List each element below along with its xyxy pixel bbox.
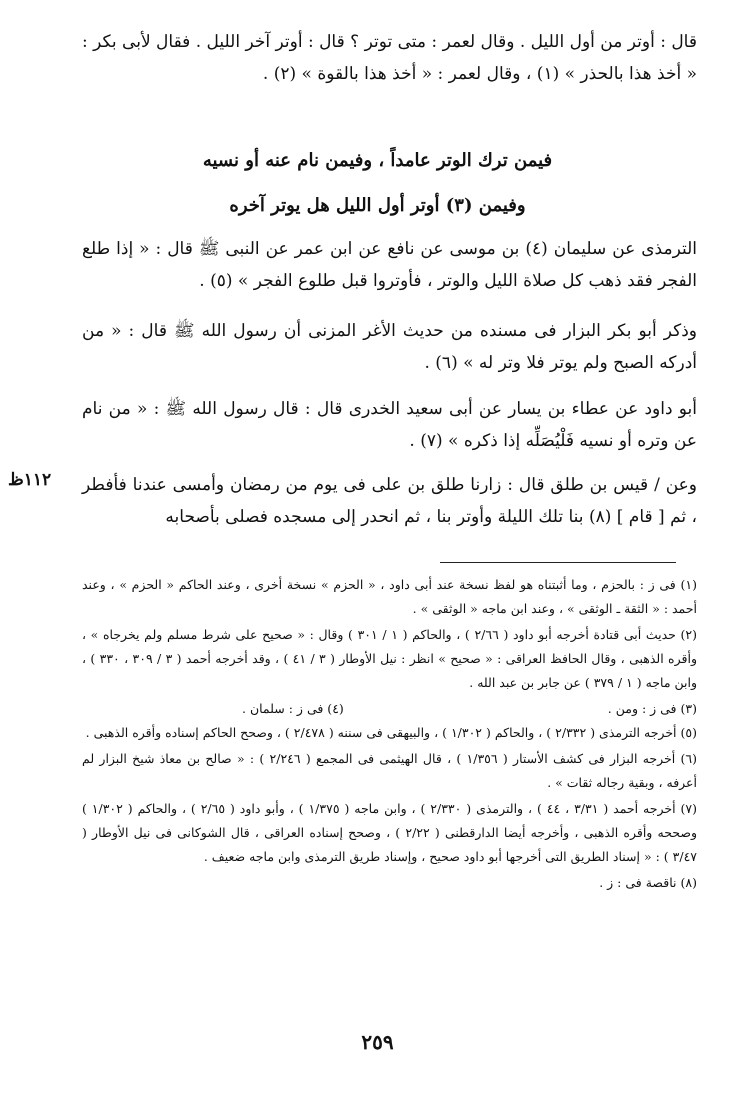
footnote-3: (٣) فى ز : ومن . — [607, 701, 697, 716]
footnote-divider — [440, 562, 676, 563]
footnotes — [82, 573, 697, 897]
section-heading-line-2: وفيمن (٣) أوتر أول الليل هل يوتر آخره — [229, 195, 526, 216]
footnote-7: (٧) أخرجه أحمد ( ٣/٣١ ، ٤٤ ) ، والترمذى ( ٢/٣٣٠ ) ، وابن ماجه ( ١/٣٧٥ ) ، وأبو داود ( ٢/٦٥ ) ، والحاكم ( ١/٣٠٢ ) وصححه وأقره الذهبى ، وأخرجه أيضا الدارقطنى ( ٢/٢٢ ) ، وصحح إسناده العراقى ، قال الشوكانى فى نيل الأوطار ( ٣/٤٧ ) : « إسناد الطريق التى أخرجها أبو داود صحيح ، وإسناد طريق الترمذى وابن ماجه ضعيف . — [82, 801, 697, 864]
footnote-6: (٦) أخرجه البزار فى كشف الأستار ( ١/٣٥٦ ) ، قال الهيثمى فى المجمع ( ٢/٢٤٦ ) : « صالح بن معاذ شيخ البزار لم أعرفه ، وبقية رجاله ثقات » . — [82, 751, 698, 790]
body-paragraph-qays: وعن / قيس بن طلق قال : زارنا طلق بن على فى يوم من رمضان وأمسى عندنا فأفطر ، ثم [ قام ] (٨) بنا تلك الليلة وأوتر بنا ، ثم انحدر إلى مسجده فصلى بأصحابه — [82, 475, 697, 527]
footnote-4: (٤) فى ز : سلمان . — [242, 701, 344, 716]
footnote-2: (٢) حديث أبى قتادة أخرجه أبو داود ( ٢/٦٦ ) ، والحاكم ( ١ / ٣٠١ ) وقال : « صحيح على شرط مسلم ولم يخرجاه » ، وأقره الذهبى ، وقال الحافظ العراقى : « صحيح » انظر : نيل الأوطار ( ٣ / ٤١ ) ، وقد أخرجه أحمد ( ٣ / ٣٠٩ ، ٣٣٠ ) ، وابن ماجه ( ١ / ٣٧٩ ) عن جابر بن عبد الله . — [82, 627, 698, 690]
body-paragraph-tirmidhi: الترمذى عن سليمان (٤) بن موسى عن نافع عن ابن عمر عن النبى ﷺ قال : « إذا طلع الفجر فقد ذهب كل صلاة الليل والوتر ، فأوتروا قبل طلوع الفجر » (٥) . — [82, 239, 697, 291]
footnote-1: (١) فى ز : بالحزم ، وما أثبتناه هو لفظ نسخة عند أبى داود ، « الحزم » نسخة أخرى ، وعند الحاكم « الحزم » ، وعند أحمد : « الثقة ـ الوثقى » ، وعند ابن ماجه « الوثقى » . — [82, 577, 697, 616]
footnote-row-3-4 — [82, 697, 697, 721]
body-paragraph-abu-dawud: أبو داود عن عطاء بن يسار عن أبى سعيد الخدرى قال : قال رسول الله ﷺ : « من نام عن وتره أو نسيه فَلْيُصَلِّه إذا ذكره » (٧) . — [82, 399, 697, 451]
footnote-5: (٥) أخرجه الترمذى ( ٢/٣٣٢ ) ، والحاكم ( ١/٣٠٢ ) ، والبيهقى فى سننه ( ٢/٤٧٨ ) ، وصحح الحاكم إسناده وأقره الذهبى . — [85, 725, 697, 740]
footnote-8: (٨) ناقصة فى : ز . — [599, 875, 697, 890]
manuscript-folio-note: ١١٢ظ — [8, 470, 52, 490]
page-number: ٢٥٩ — [361, 1030, 394, 1054]
body-paragraph-bazzar: وذكر أبو بكر البزار فى مسنده من حديث الأغر المزنى أن رسول الله ﷺ قال : « من أدركه الصبح ولم يوتر فلا وتر له » (٦) . — [82, 321, 697, 373]
intro-paragraph: قال : أوتر من أول الليل . وقال لعمر : متى توتر ؟ قال : أوتر آخر الليل . فقال لأبى بكر : « أخذ هذا بالحذر » (١) ، وقال لعمر : « أخذ هذا بالقوة » (٢) . — [82, 32, 697, 84]
section-heading-line-1: فيمن ترك الوتر عامداً ، وفيمن نام عنه أو نسيه — [202, 150, 553, 171]
